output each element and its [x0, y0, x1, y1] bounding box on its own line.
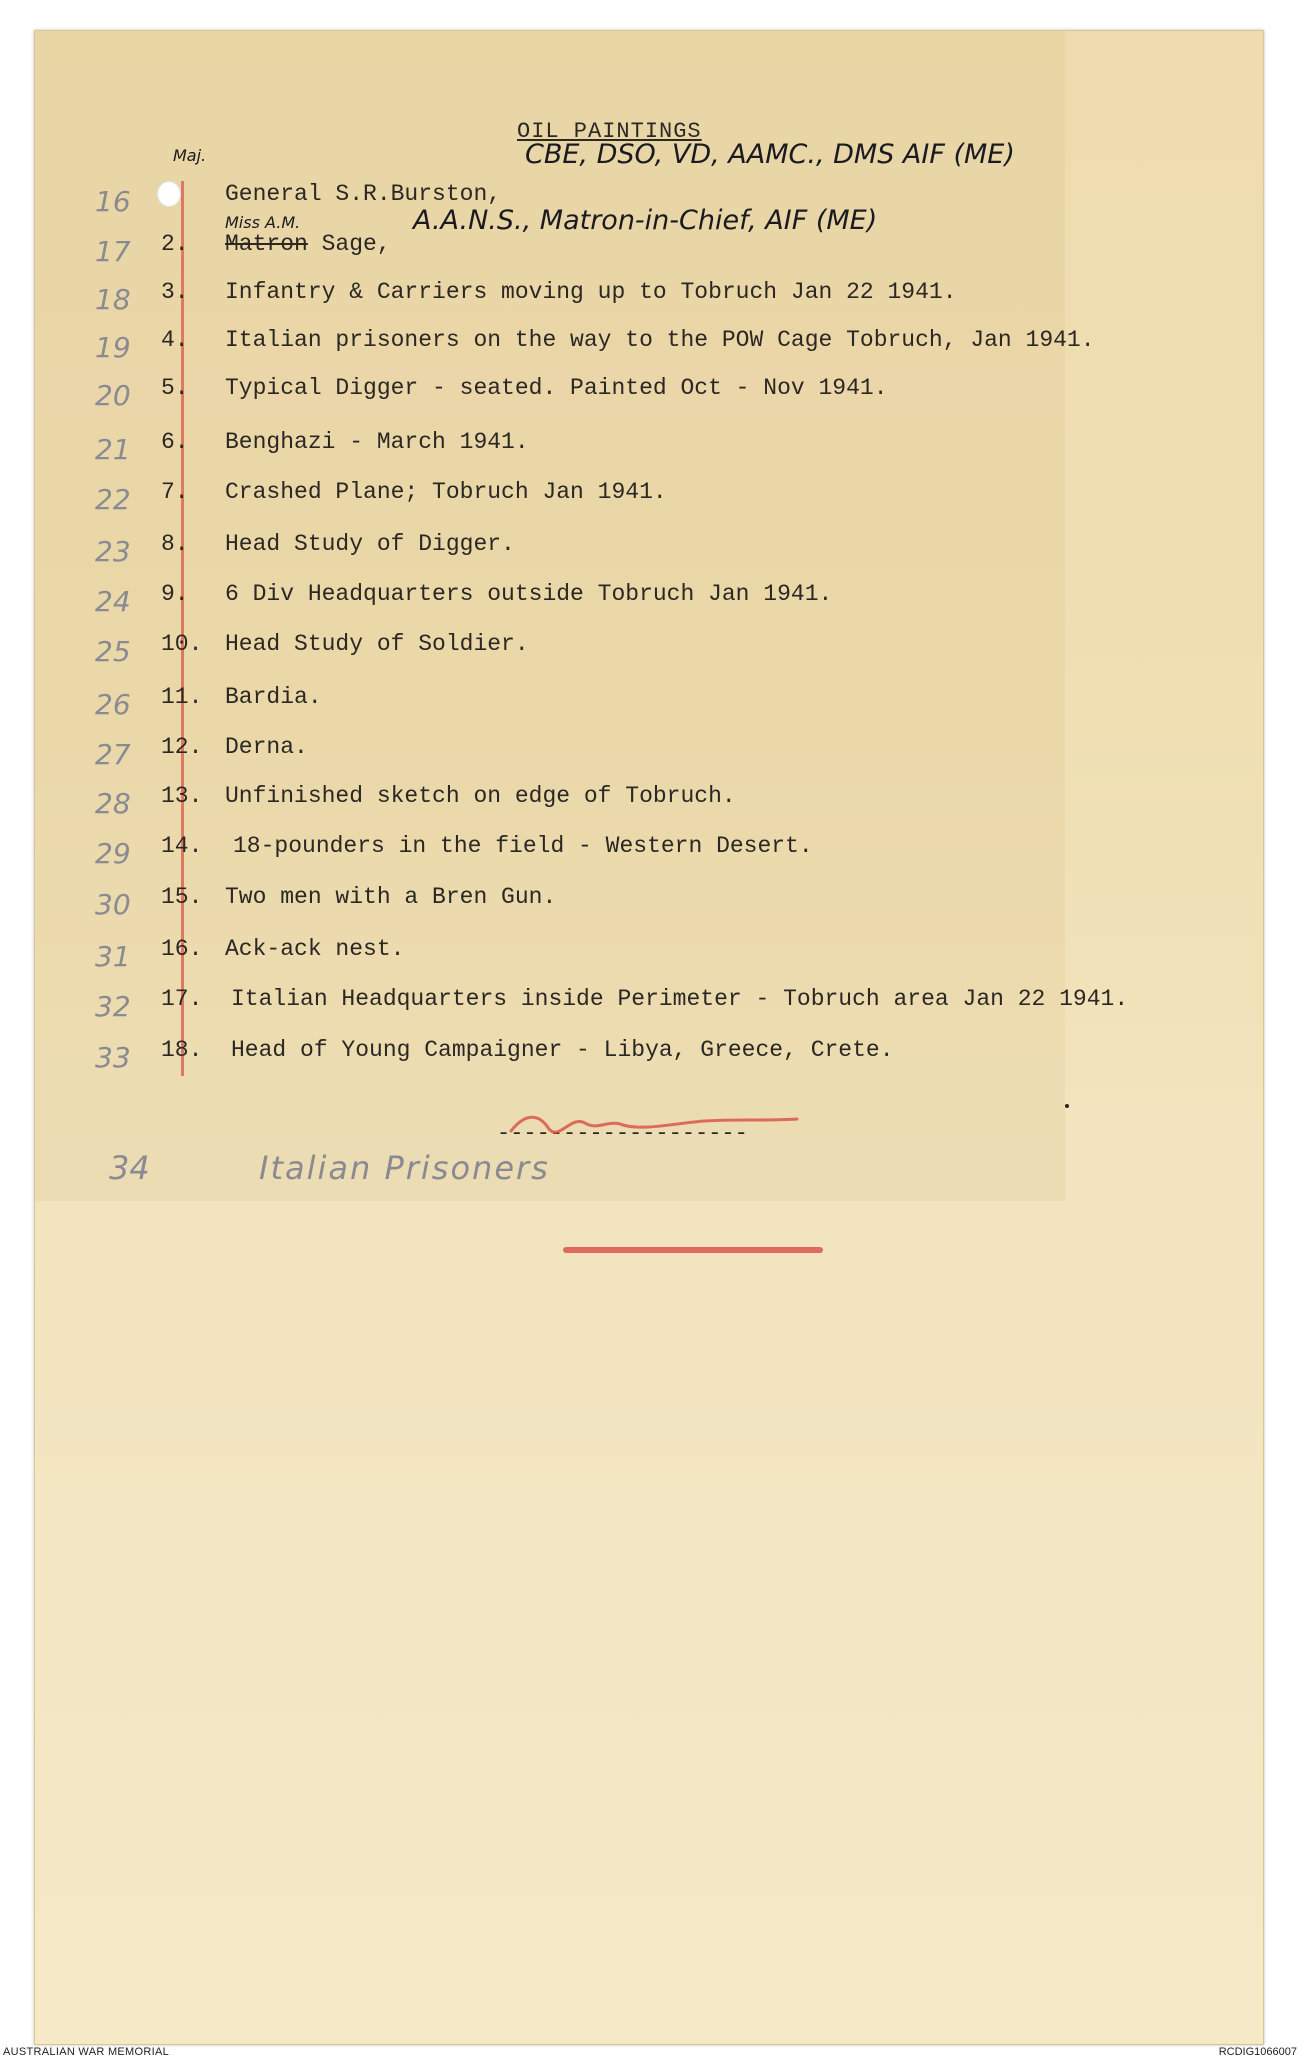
item-text: 6 Div Headquarters outside Tobruch Jan 1941. [225, 581, 833, 607]
item-text: Italian prisoners on the way to the POW Cage Tobruch, Jan 1941. [225, 327, 1095, 353]
pencil-number: 34 [109, 1149, 150, 1187]
document-title: OIL PAINTINGS [517, 119, 702, 144]
item-text: Benghazi - March 1941. [225, 429, 529, 455]
item-number: 4. [161, 327, 189, 353]
item-text: 18-pounders in the field - Western Desert. [233, 833, 813, 859]
item-text: General S.R.Burston, [225, 181, 502, 207]
item-number: 10. [161, 631, 203, 657]
pencil-number: 31 [95, 940, 131, 973]
pencil-number: 17 [95, 235, 131, 268]
struck-word: Matron [225, 231, 308, 257]
item-number: 5. [161, 375, 189, 401]
pencil-number: 22 [95, 483, 131, 516]
item-text: Derna. [225, 734, 308, 760]
item-text: Infantry & Carriers moving up to Tobruch Jan 22 1941. [225, 279, 957, 305]
ink-dot [1065, 1104, 1069, 1108]
item-text: Unfinished sketch on edge of Tobruch. [225, 783, 736, 809]
pencil-number: 16 [95, 185, 131, 218]
item-text: Two men with a Bren Gun. [225, 884, 557, 910]
pencil-number: 20 [95, 379, 131, 412]
pencil-number: 32 [95, 990, 131, 1023]
pencil-number: 30 [95, 888, 131, 921]
red-pencil-underline [563, 1247, 823, 1253]
item-number: 15. [161, 884, 203, 910]
pencil-entry-text: Italian Prisoners [259, 1149, 550, 1187]
pencil-number: 25 [95, 635, 131, 668]
item-number: 3. [161, 279, 189, 305]
pencil-number: 28 [95, 787, 131, 820]
pencil-number: 21 [95, 433, 131, 466]
item-text [225, 231, 391, 257]
separator-line: ------------------- [497, 1121, 748, 1146]
item-number: 6. [161, 429, 189, 455]
item-number: 11. [161, 684, 203, 710]
item-number: 12. [161, 734, 203, 760]
pencil-number: 26 [95, 688, 131, 721]
item-number: 13. [161, 783, 203, 809]
item-number: 16. [161, 936, 203, 962]
item-text: Crashed Plane; Tobruch Jan 1941. [225, 479, 667, 505]
item-text: Head of Young Campaigner - Libya, Greece, Crete. [231, 1037, 894, 1063]
item-text: Typical Digger - seated. Painted Oct - Nov 1941. [225, 375, 888, 401]
document-page [34, 30, 1264, 2045]
item-number: 14. [161, 833, 203, 859]
pencil-number: 29 [95, 837, 131, 870]
item-number: 18. [161, 1037, 203, 1063]
item-text: Head Study of Digger. [225, 531, 515, 557]
handwritten-honours: CBE, DSO, VD, AAMC., DMS AIF (ME) [525, 139, 1015, 170]
item-text: Italian Headquarters inside Perimeter - Tobruch area Jan 22 1941. [231, 986, 1129, 1012]
pencil-number: 24 [95, 585, 131, 618]
pencil-number: 19 [95, 331, 131, 364]
item-number: 9. [161, 581, 189, 607]
item-number: 7. [161, 479, 189, 505]
footer-id: RCDIG1066007 [1218, 2046, 1297, 2058]
red-pencil-scribble [505, 1109, 805, 1139]
pencil-number: 18 [95, 283, 131, 316]
item-number: 8. [161, 531, 189, 557]
handwritten-title: A.A.N.S., Matron-in-Chief, AIF (ME) [413, 205, 878, 236]
item-text: Bardia. [225, 684, 322, 710]
item-number: 17. [161, 986, 203, 1012]
pencil-number: 33 [95, 1041, 131, 1074]
footer-source: AUSTRALIAN WAR MEMORIAL [3, 2046, 170, 2058]
handwritten-name: Miss A.M. [225, 213, 301, 232]
item-text: Ack-ack nest. [225, 936, 405, 962]
handwritten-rank: Maj. [173, 146, 207, 165]
item-number: 2. [161, 231, 189, 257]
item-text-rest: Sage, [307, 231, 391, 257]
pencil-number: 27 [95, 738, 131, 771]
pencil-number: 23 [95, 535, 131, 568]
item-text: Head Study of Soldier. [225, 631, 529, 657]
punch-hole [157, 181, 181, 207]
